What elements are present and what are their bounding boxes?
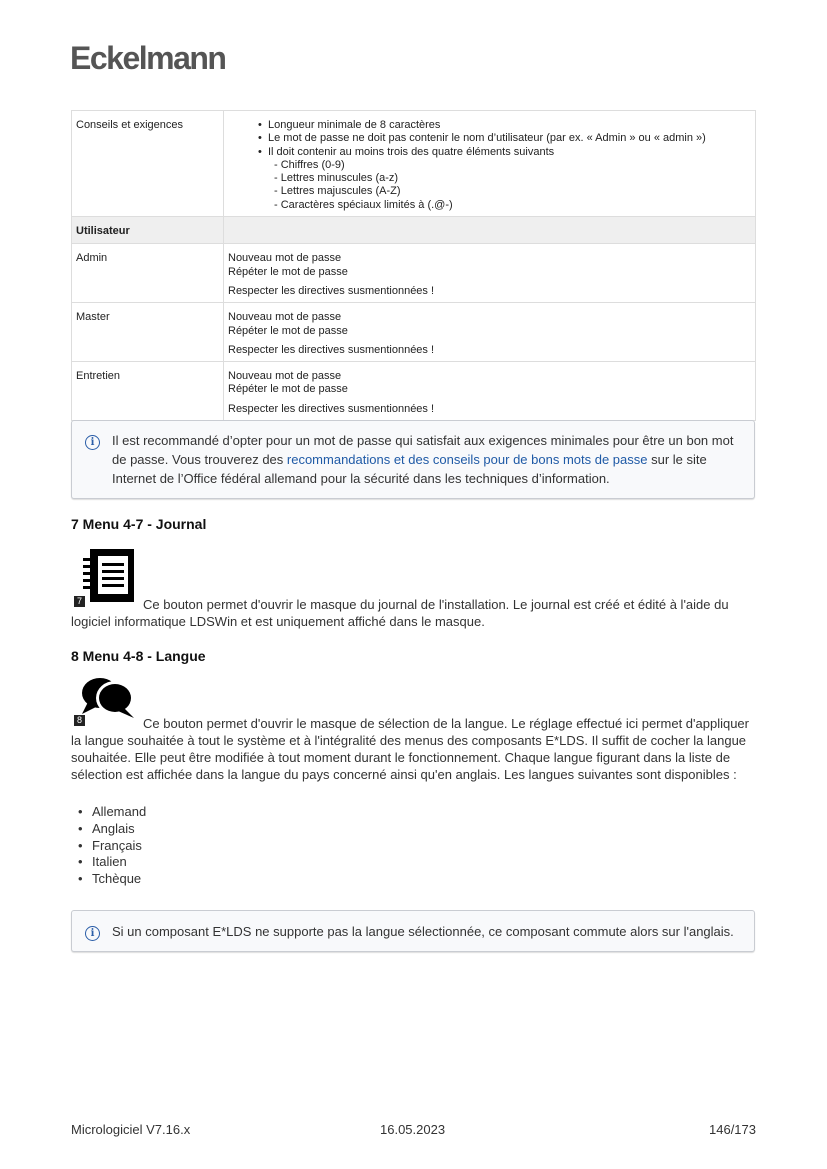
info-box-password	[71, 420, 755, 499]
section-8-text: Ce bouton permet d'ouvrir le masque de sélection de la langue. Le réglage effectué ici permet d'appliquer la langue souhaitée à tout le système et à l'intégralité des menus des composants E*LDS. Il suffit de cocher la langue souhaitée. Elle peut être modifiée à tout moment durant le fonctionnement. Chaque langue figurant dans la liste de sélection est affichée dans la langue du pays concerné ainsi qu'en anglais. Les langues suivantes sont disponibles :	[71, 716, 749, 782]
list-item: • Tchèque	[92, 871, 146, 888]
new-password: Nouveau mot de passe	[228, 370, 342, 383]
user-cell	[224, 244, 756, 303]
list-item: • Le mot de passe ne doit pas contenir le nom d’utilisateur (par ex. « Admin » ou « admin »)	[268, 132, 751, 145]
new-password: Nouveau mot de passe	[228, 311, 342, 324]
section-8-heading: 8 Menu 4-8 - Langue	[71, 648, 206, 664]
note: Respecter les directives susmentionnées !	[228, 402, 435, 415]
requirements-label: Conseils et exigences	[72, 111, 224, 217]
info-text: Si un composant E*LDS ne supporte pas la langue sélectionnée, ce composant commute alors sur l'anglais.	[112, 924, 734, 939]
table-row	[72, 244, 756, 303]
footer-date: 16.05.2023	[380, 1122, 446, 1137]
sub-item: - Lettres majuscules (A-Z)	[274, 185, 401, 198]
info-text-part: Il est recommandé d’opter pour un mot de passe qui satisfait aux exigences minimales pour être un bon mot de passe. Vous trouverez des	[112, 433, 734, 467]
footer-product: Micrologiciel V7.16.x	[71, 1122, 191, 1137]
user-name: Admin	[72, 244, 224, 303]
password-table	[71, 110, 756, 421]
list-item	[268, 146, 751, 212]
section-7-heading: 7 Menu 4-7 - Journal	[71, 516, 207, 532]
footer-page-number: 146/173	[709, 1122, 756, 1137]
table-row	[72, 362, 756, 421]
menu-number-badge: 8	[74, 715, 85, 726]
repeat-password: Répéter le mot de passe	[228, 383, 348, 396]
user-name: Entretien	[72, 362, 224, 421]
table-header-row	[72, 217, 756, 244]
sub-item: - Caractères spéciaux limités à (.@-)	[274, 198, 453, 211]
table-row	[72, 303, 756, 362]
language-list	[71, 804, 146, 888]
eckelmann-logo: Eckelmann	[70, 40, 226, 76]
user-header: Utilisateur	[72, 217, 224, 244]
list-item: • Allemand	[92, 804, 146, 821]
list-item: • Anglais	[92, 821, 146, 838]
list-item-text: Il doit contenir au moins trois des quatre éléments suivants	[268, 145, 555, 158]
recommendations-link[interactable]: recommandations et des conseils pour de bons mots de passe	[286, 452, 648, 467]
info-text-part: sur le site Internet de l’Office fédéral allemand pour la sécurité dans les techniques d’information.	[112, 452, 707, 486]
sub-item: - Lettres minuscules (a-z)	[274, 172, 399, 185]
sub-item: - Chiffres (0-9)	[274, 158, 345, 171]
speech-bubbles-icon[interactable]	[80, 676, 136, 720]
info-text	[112, 431, 734, 488]
repeat-password: Répéter le mot de passe	[228, 265, 348, 278]
list-item: • Italien	[92, 854, 146, 871]
empty-cell	[224, 217, 756, 244]
info-icon: i	[85, 926, 100, 941]
requirements-cell	[224, 111, 756, 217]
list-item: • Longueur minimale de 8 caractères	[268, 119, 751, 132]
menu-number-badge: 7	[74, 596, 85, 607]
note: Respecter les directives susmentionnées !	[228, 284, 435, 297]
new-password: Nouveau mot de passe	[228, 252, 342, 265]
repeat-password: Répéter le mot de passe	[228, 324, 348, 337]
journal-icon[interactable]	[83, 548, 135, 603]
info-icon: i	[85, 435, 100, 450]
table-row	[72, 111, 756, 217]
user-cell	[224, 362, 756, 421]
user-cell	[224, 303, 756, 362]
user-name: Master	[72, 303, 224, 362]
info-box-language	[71, 910, 755, 952]
list-item: • Français	[92, 838, 146, 855]
section-7-text: Ce bouton permet d'ouvrir le masque du journal de l'installation. Le journal est créé et édité à l'aide du logiciel informatique LDSWin et est uniquement affiché dans le masque.	[71, 597, 729, 629]
note: Respecter les directives susmentionnées !	[228, 343, 435, 356]
